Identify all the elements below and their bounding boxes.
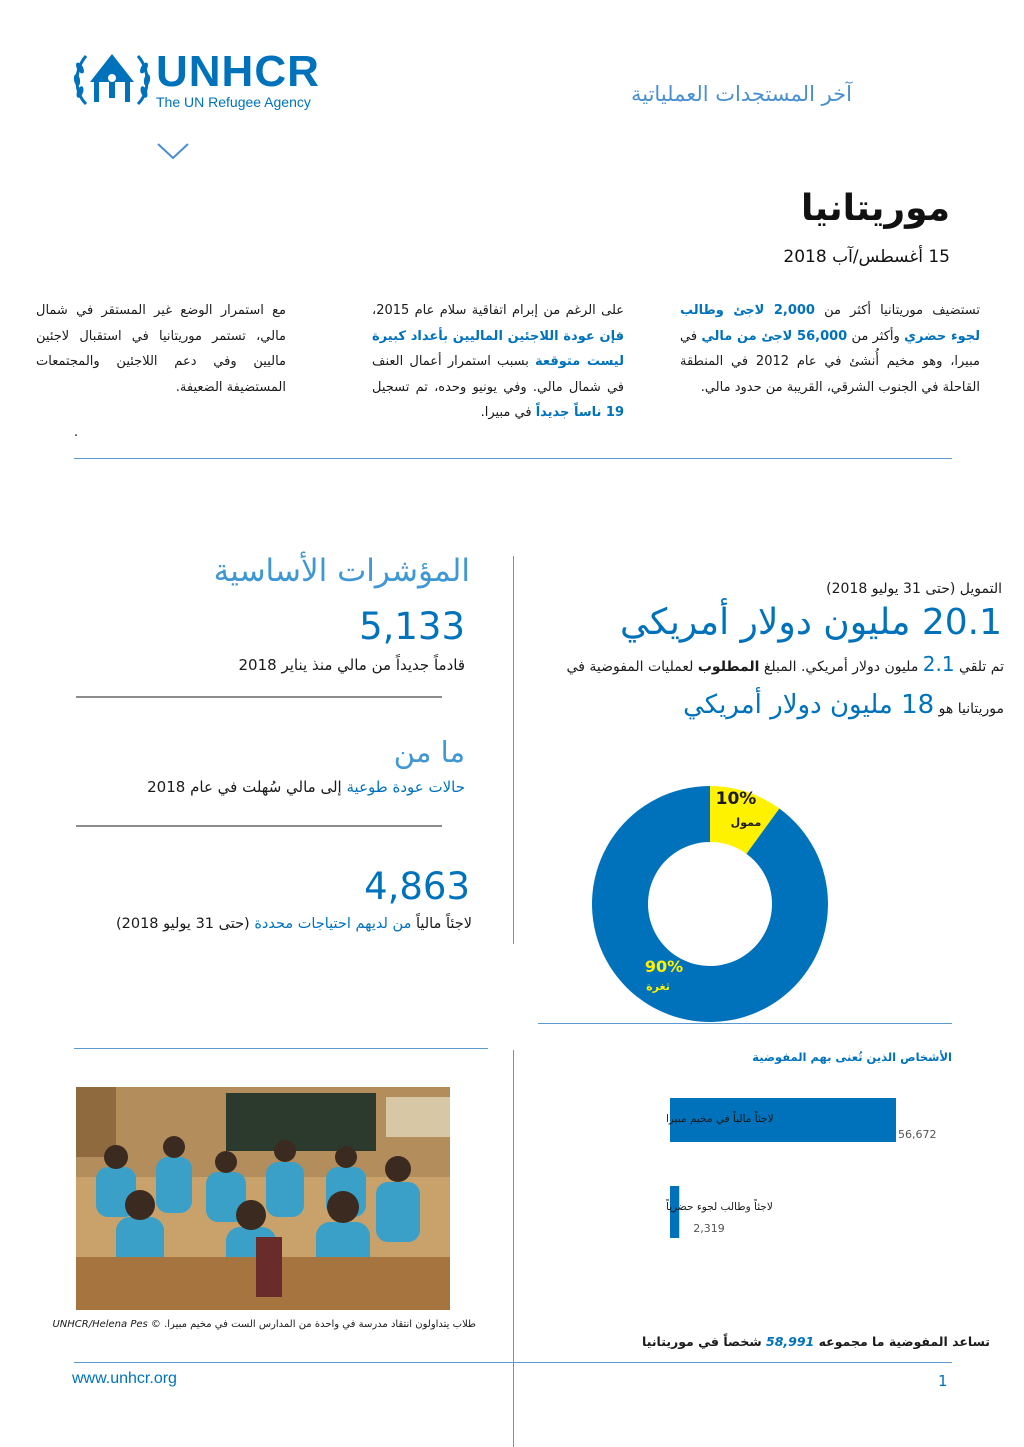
unhcr-logo: [72, 48, 342, 112]
column-divider: [513, 556, 514, 944]
section-divider: [74, 458, 952, 459]
persons-of-concern-bar-chart: [530, 1090, 960, 1260]
logo-subtitle: The UN Refugee Agency: [156, 94, 311, 110]
donut-label-gap-value: 90%: [644, 957, 684, 976]
header-title: آخر المستجدات العملياتية: [630, 82, 852, 106]
page-number: 1: [938, 1372, 948, 1390]
chevron-down-icon: [156, 142, 190, 160]
funding-required-text: موريتانيا هو 18 مليون دولار أمريكي: [683, 690, 1004, 720]
bar-category-label: لاجئاً وطالب لجوء حضرياً: [666, 1201, 773, 1213]
donut-slice-1: [592, 786, 828, 1022]
indicator-new-arrivals-value: 5,133: [359, 605, 465, 648]
funding-donut-chart: [586, 774, 834, 1026]
indicator-returns-label: حالات عودة طوعية إلى مالي سُهلت في عام 2018: [147, 778, 465, 796]
donut-label-funded-value: 10%: [715, 789, 757, 809]
bar-value-label: 2,319: [693, 1222, 725, 1235]
page-title: موريتانيا: [800, 188, 950, 229]
bar-chart-title: الأشخاص الذين تُعنى بهم المفوضية: [752, 1050, 952, 1064]
indicator-returns-value: ما من: [393, 735, 465, 769]
donut-label-funded-name: ممول: [730, 816, 762, 829]
photo-caption: طلاب يتداولون انتقاد مدرسة في واحدة من المدارس الست في مخيم مبيرا. © UNHCR/Helena Pes: [52, 1319, 476, 1330]
intro-column-2: على الرغم من إبرام اتفاقية سلام عام 2015، فإن عودة اللاجئين الماليين بأعداد كبيرة ليست متوقعة بسبب استمرار أعمال العنف في شمال مالي. وفي يونيو وحده، تم تسجيل 19 ناساً جديداً في مبيرا.: [372, 303, 624, 420]
donut-label-gap-name: ثغرة: [646, 980, 670, 993]
funding-total-value: 20.1 مليون دولار أمريكي: [620, 602, 1002, 643]
section-divider: [538, 1023, 952, 1024]
intro-column-1: تستضيف موريتانيا أكثر من 2,000 لاجئ وطالب لجوء حضري وأكثر من 56,000 لاجئ من مالي في مبيرا، وهو مخيم أُنشئ في عام 2012 في المنطقة القاحلة في الجنوب الشرقي، القريبة من حدود مالي.: [680, 303, 980, 395]
total-assisted-note: تساعد المفوضية ما مجموعه 58,991 شخصاً في موريتانيا: [642, 1334, 990, 1349]
indicator-new-arrivals-label: قادماً جديداً من مالي منذ يناير 2018: [238, 656, 465, 674]
funding-label: التمويل (حتى 31 يوليو 2018): [826, 581, 1002, 597]
indicator-divider: [76, 696, 442, 698]
indicator-specific-needs-value: 4,863: [364, 865, 470, 908]
funding-received-text: تم تلقي 2.1 مليون دولار أمريكي. المبلغ المطلوب لعمليات المفوضية في: [566, 652, 1004, 676]
bar-category-label: لاجئاً مالياً في مخيم مبيرا: [666, 1113, 774, 1125]
key-indicators-title: المؤشرات الأساسية: [213, 553, 470, 589]
indicator-divider: [76, 825, 442, 827]
column-divider: [513, 1050, 514, 1447]
bar-value-label: 56,672: [898, 1128, 937, 1141]
logo-wordmark: UNHCR: [156, 47, 320, 96]
indicator-specific-needs-label: لاجئاً مالياً من لديهم احتياجات محددة (حتى 31 يوليو 2018): [115, 916, 472, 932]
laurel-emblem-icon: [72, 48, 152, 112]
intro-column-3: مع استمرار الوضع غير المستقر في شمال مالي، تستمر موريتانيا في استقبال لاجئين ماليين وفي دعم اللاجئين والمجتمعات المستضيفة الضعيفة.: [36, 303, 286, 395]
report-date: 15 أغسطس/آب 2018: [783, 247, 950, 267]
stray-dot: .: [74, 425, 79, 440]
classroom-photo: [76, 1087, 450, 1310]
section-divider: [74, 1048, 488, 1049]
footer-divider: [74, 1362, 952, 1363]
footer-website-link[interactable]: www.unhcr.org: [72, 1370, 177, 1387]
